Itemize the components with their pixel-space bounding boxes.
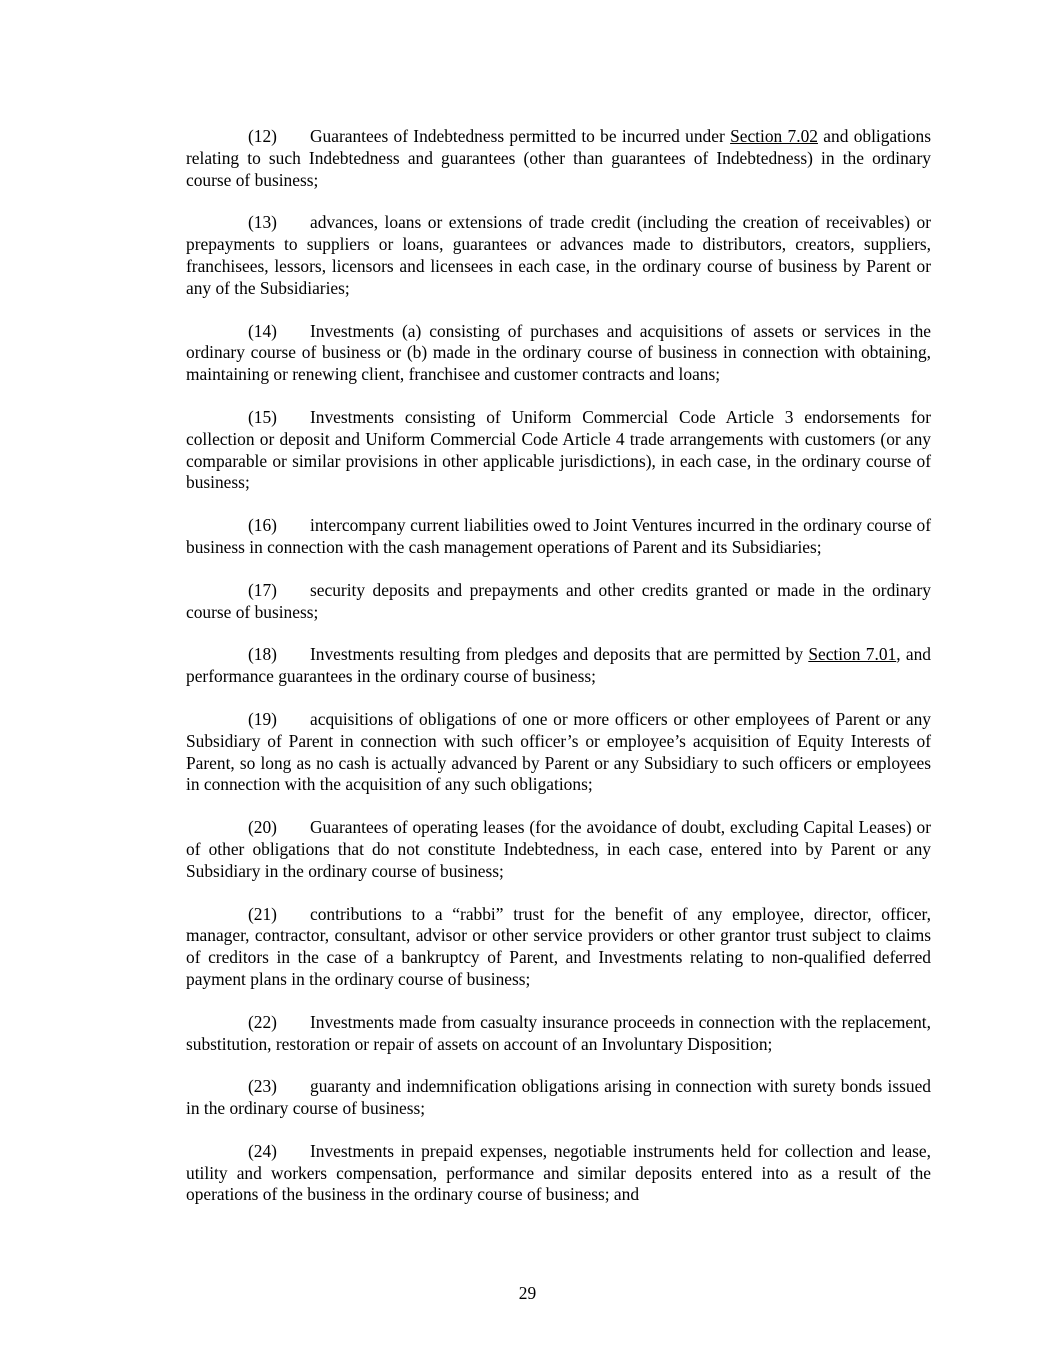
clause-number: (23) — [248, 1076, 277, 1097]
clause-text: Guarantees of operating leases (for the avoidance of doubt, excluding Capital Leases) or of other obligations that do not constitute Indebtedness, in each case, entered into by Parent or any Subsidiary in the ordinary course of business; — [186, 817, 931, 881]
clause-number: (19) — [248, 708, 277, 729]
clause-18 — [186, 644, 931, 688]
clause-text: contributions to a “rabbi” trust for the benefit of any employee, director, officer, manager, contractor, consultant, advisor or other service providers or other grantor trust subject to claims of creditors in the case of a bankruptcy of Parent, and Investments relating to non-qualified deferred payment plans in the ordinary course of business; — [186, 903, 931, 989]
clause-19 — [186, 709, 931, 796]
clause-number: (21) — [248, 903, 277, 924]
clause-16 — [186, 515, 931, 559]
clause-13 — [186, 212, 931, 299]
clause-20 — [186, 817, 931, 882]
clause-number: (14) — [248, 320, 277, 341]
clause-number: (22) — [248, 1011, 277, 1032]
clause-text: Guarantees of Indebtedness permitted to be incurred under — [310, 126, 731, 146]
clause-text-continued: , and performance guarantees in the ordinary course of business; — [186, 644, 931, 687]
section-reference-link[interactable]: Section 7.01 — [808, 644, 897, 665]
clause-text-continued: and obligations relating to such Indebtedness and guarantees (other than guarantees of Indebtedness) in the ordinary course of business; — [186, 126, 931, 190]
clause-21 — [186, 904, 931, 991]
document-body — [186, 126, 931, 1227]
clause-text: advances, loans or extensions of trade credit (including the creation of receivables) or prepayments to suppliers or loans, guarantees or advances made to distributors, creators, suppliers, franchisees, lessors, licensors and licensees in each case, in the ordinary course of business by Parent or any of the Subsidiaries; — [186, 212, 931, 298]
section-reference-link[interactable]: Section 7.02 — [730, 126, 818, 146]
clause-number: (18) — [248, 644, 277, 665]
clause-number: (17) — [248, 579, 277, 600]
clause-text: guaranty and indemnification obligations arising in connection with surety bonds issued in the ordinary course of business; — [186, 1076, 931, 1119]
clause-text: security deposits and prepayments and other credits granted or made in the ordinary course of business; — [186, 579, 931, 622]
clause-text: Investments made from casualty insurance proceeds in connection with the replacement, substitution, restoration or repair of assets on account of an Involuntary Disposition; — [186, 1011, 931, 1054]
clause-number: (20) — [248, 817, 277, 838]
clause-text: Investments resulting from pledges and deposits that are permitted by — [310, 644, 809, 665]
clause-text: Investments (a) consisting of purchases and acquisitions of assets or services in the ordinary course of business or (b) made in the ordinary course of business in connection with obtaining, maintaining or renewing client, franchisee and customer contracts and loans; — [186, 320, 931, 385]
clause-number: (13) — [248, 212, 277, 233]
clause-22 — [186, 1012, 931, 1056]
clause-number: (16) — [248, 515, 277, 536]
clause-17 — [186, 580, 931, 624]
page-number: 29 — [518, 1283, 537, 1303]
clause-text: Investments consisting of Uniform Commercial Code Article 3 endorsements for collection or deposit and Uniform Commercial Code Article 4 trade arrangements with customers (or any comparable or similar provisions in other applicable jurisdictions), in each case, in the ordinary course of business; — [186, 406, 931, 493]
clause-text: Investments in prepaid expenses, negotiable instruments held for collection and lease, utility and workers compensation, performance and similar deposits entered into as a result of the operations of the business in the ordinary course of business; and — [186, 1140, 931, 1205]
clause-text: acquisitions of obligations of one or more officers or other employees of Parent or any Subsidiary of Parent in connection with such officer’s or employee’s acquisition of Equity Interests of Parent, so long as no cash is actually advanced by Parent or any Subsidiary to such officers or employees in connection with the acquisition of any such obligations; — [186, 708, 931, 795]
clause-number: (12) — [248, 126, 277, 146]
clause-15 — [186, 407, 931, 494]
clause-12 — [186, 126, 931, 191]
clause-24 — [186, 1141, 931, 1206]
clause-text: intercompany current liabilities owed to Joint Ventures incurred in the ordinary course of business in connection with the cash management operations of Parent and its Subsidiaries; — [186, 515, 931, 557]
clause-number: (24) — [248, 1140, 277, 1161]
clause-14 — [186, 321, 931, 386]
clause-23 — [186, 1076, 931, 1120]
clause-number: (15) — [248, 406, 277, 427]
